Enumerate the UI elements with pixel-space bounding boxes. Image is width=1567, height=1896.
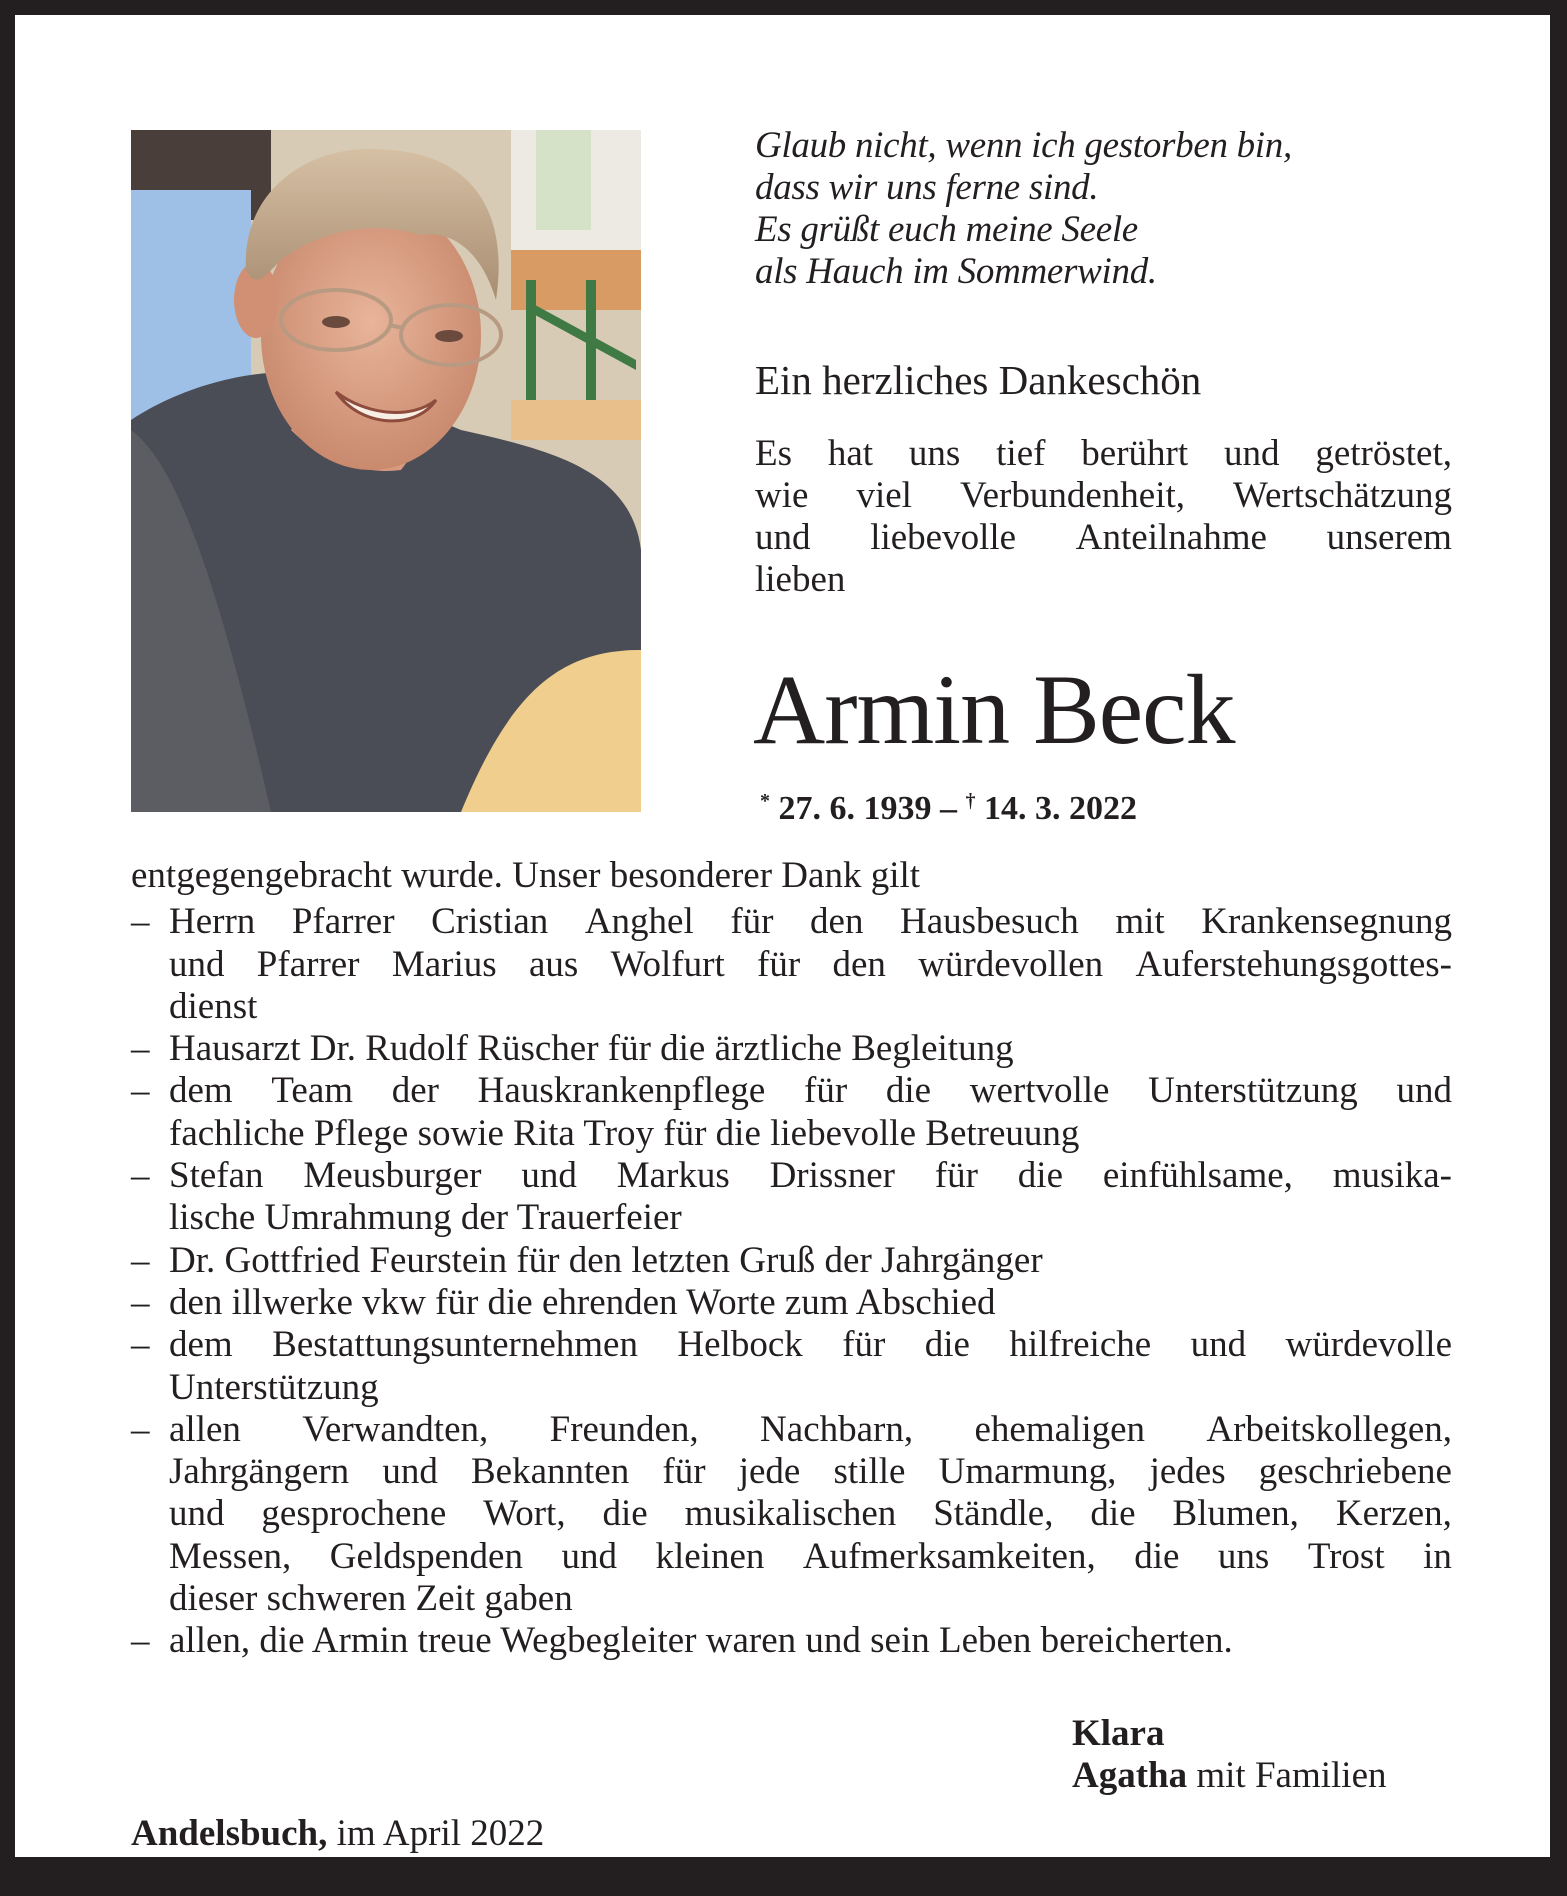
birth-symbol: * <box>760 790 770 812</box>
list-item-line: und gesprochene Wort, die musikalischen Ständle, die Blumen, Kerzen, <box>169 1493 1452 1535</box>
body-lead: entgegengebracht wurde. Unser besonderer Dank gilt <box>131 855 921 896</box>
deceased-name: Armin Beck <box>753 654 1235 765</box>
poem-line: dass wir uns ferne sind. <box>755 167 1099 208</box>
date-separator: – <box>940 790 957 827</box>
list-item-line: Herrn Pfarrer Cristian Anghel für den Hausbesuch mit Krankensegnung <box>169 901 1452 943</box>
list-item-line: Jahrgängern und Bekannten für jede stille Umarmung, jedes geschriebene <box>169 1451 1452 1493</box>
thanks-body <box>131 855 1452 1663</box>
thanks-heading: Ein herzliches Dankeschön <box>755 357 1202 403</box>
place-town: Andelsbuch, <box>131 1813 328 1854</box>
list-bullet: – <box>131 1281 150 1323</box>
list-item-line: Dr. Gottfried Feurstein für den letzten Gruß der Jahrgänger <box>169 1239 1043 1281</box>
poem-line: Glaub nicht, wenn ich gestorben bin, <box>755 125 1292 166</box>
intro-line: Es hat uns tief berührt und getröstet, <box>755 433 1452 474</box>
list-item-line: lische Umrahmung der Trauerfeier <box>169 1197 682 1239</box>
list-bullet: – <box>131 1028 150 1070</box>
portrait-photo <box>131 130 641 812</box>
place-date <box>131 1813 544 1855</box>
life-dates <box>760 781 1137 829</box>
thanks-list-item <box>131 1028 1452 1070</box>
list-bullet: – <box>131 1324 150 1366</box>
thanks-list-item <box>131 1324 1452 1409</box>
list-bullet: – <box>131 1070 150 1112</box>
intro-line: lieben <box>755 559 846 600</box>
list-item-line: fachliche Pflege sowie Rita Troy für die liebevolle Betreuung <box>169 1112 1080 1154</box>
list-item-line: dienst <box>169 985 258 1027</box>
list-bullet: – <box>131 1620 150 1662</box>
thanks-list-item <box>131 1620 1452 1662</box>
signer-agatha: Agatha <box>1072 1755 1188 1796</box>
signer-suffix: mit Familien <box>1196 1755 1387 1796</box>
signer-klara: Klara <box>1072 1713 1165 1754</box>
thanks-list-item <box>131 1070 1452 1155</box>
intro-line: wie viel Verbundenheit, Wertschätzung <box>755 475 1452 516</box>
death-symbol: † <box>965 790 976 812</box>
list-item-line: allen Verwandten, Freunden, Nachbarn, ehemaligen Arbeitskollegen, <box>169 1408 1452 1450</box>
list-item-line: dem Bestattungsunternehmen Helbock für die hilfreiche und würdevolle <box>169 1324 1452 1366</box>
intro-line: und liebevolle Anteilnahme unserem <box>755 517 1452 558</box>
list-item-line: Unterstützung <box>169 1366 379 1408</box>
obituary-sheet <box>15 15 1550 1857</box>
list-bullet: – <box>131 901 150 943</box>
poem <box>755 125 1292 293</box>
birth-date: 27. 6. 1939 <box>778 790 932 827</box>
thanks-list-item <box>131 1282 1452 1324</box>
list-item-line: den illwerke vkw für die ehrenden Worte zum Abschied <box>169 1281 996 1323</box>
thanks-list-item <box>131 901 1452 1028</box>
list-bullet: – <box>131 1239 150 1281</box>
list-item-line: Messen, Geldspenden und kleinen Aufmerksamkeiten, die uns Trost in <box>169 1535 1452 1577</box>
list-item-line: und Pfarrer Marius aus Wolfurt für den würdevollen Auferstehungsgottes- <box>169 943 1452 985</box>
list-item-line: dem Team der Hauskrankenpflege für die wertvolle Unterstützung und <box>169 1070 1452 1112</box>
list-bullet: – <box>131 1408 150 1450</box>
thanks-list-item <box>131 1155 1452 1240</box>
list-item-line: Stefan Meusburger und Markus Drissner für die einfühlsame, musika- <box>169 1155 1452 1197</box>
intro-paragraph <box>755 433 1452 601</box>
portrait-photo-icon <box>131 130 641 812</box>
place-date-text: im April 2022 <box>336 1813 545 1854</box>
poem-line: Es grüßt euch meine Seele <box>755 209 1138 250</box>
list-item-line: dieser schweren Zeit gaben <box>169 1578 573 1620</box>
list-bullet: – <box>131 1155 150 1197</box>
list-item-line: Hausarzt Dr. Rudolf Rüscher für die ärztliche Begleitung <box>169 1028 1014 1070</box>
thanks-list-item <box>131 1240 1452 1282</box>
thanks-list <box>131 901 1452 1662</box>
death-date: 14. 3. 2022 <box>984 790 1137 827</box>
thanks-list-item <box>131 1409 1452 1620</box>
signers <box>1072 1713 1387 1797</box>
list-item-line: allen, die Armin treue Wegbegleiter waren und sein Leben bereicherten. <box>169 1620 1233 1662</box>
poem-line: als Hauch im Sommerwind. <box>755 251 1157 292</box>
